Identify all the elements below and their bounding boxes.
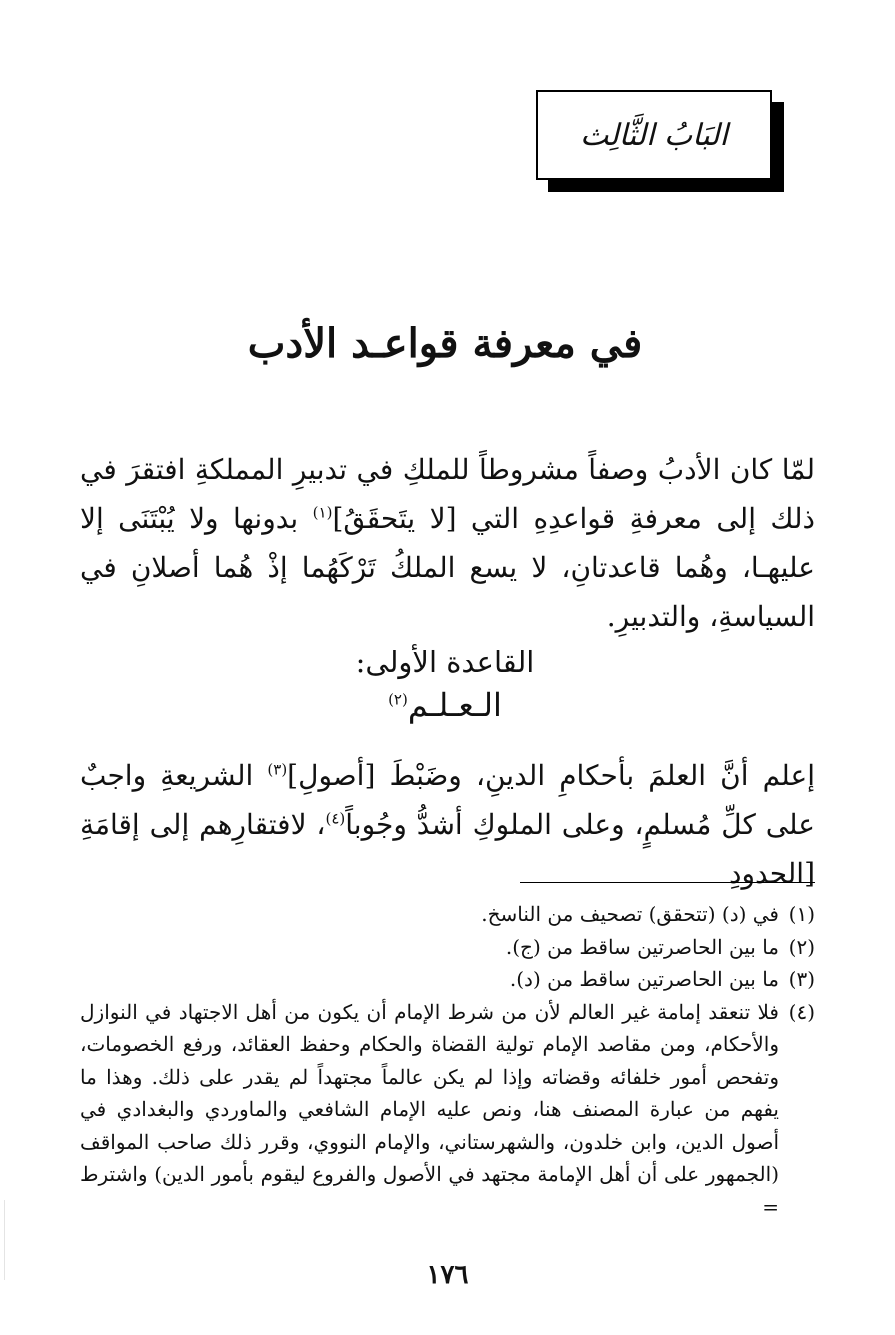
footnote-number: (٤) — [788, 999, 815, 1024]
rule-subheading-text: الـعـلـم — [407, 686, 502, 724]
footnote-ref-1: (١) — [312, 503, 333, 522]
footnote-item — [80, 996, 815, 1224]
footnote-number: (١) — [788, 902, 815, 926]
footnote-item — [80, 963, 815, 996]
footnote-item — [80, 931, 815, 964]
knowledge-text-part1: إعلم أنَّ العلمَ بأحكامِ الدينِ، وضَبْطَ [أصولِ] — [287, 759, 815, 792]
intro-text-part1: لمّا كان الأدبُ وصفاً مشروطاً للملكِ في تدبيرِ المملكةِ افتقرَ في ذلك إلى معرفةِ قواعدِهِ التي [لا يتَحقَقُ] — [80, 453, 816, 535]
footnote-text: فلا تنعقد إمامة غير العالم لأن من شرط الإمام أن يكون من أهل الاجتهاد في النوازل والأحكام، ومن مقاصد الإمام تولية القضاة والحكام وحفظ العقائد، ورفع الخصومات، وتفحص أمور خلفائه وقضاته وإذا لم يكن عالماً مجتهداً لم يقدر على ذلك. وهذا ما يفهم من عبارة المصنف هنا، ونص عليه الإمام الشافعي والماوردي والبغدادي في أصول الدين، وابن خلدون، والشهرستاني، والإمام النووي، وقرر ذلك صاحب المواقف (الجمهور على أن أهل الإمامة مجتهد في الأصول والفروع ليقوم بأمور الدين) واشترط = — [80, 999, 779, 1219]
footnote-ref-3: (٣) — [267, 760, 288, 779]
footnote-ref-4: (٤) — [325, 809, 346, 828]
page-number: ١٧٦ — [426, 1260, 469, 1290]
rule-subheading — [150, 686, 740, 724]
footnote-number: (٣) — [788, 967, 815, 991]
footnote-separator — [520, 882, 815, 883]
footnote-text: ما بين الحاصرتين ساقط من (ج). — [505, 934, 779, 959]
section-title: في معرفة قواعـد الأدب — [247, 320, 643, 367]
footnote-text: في (د) (تتحقق) تصحيف من الناسخ. — [481, 902, 779, 926]
scan-edge-mark — [4, 1200, 5, 1280]
footnote-number: (٢) — [788, 934, 815, 959]
footnotes-section — [80, 898, 815, 1223]
intro-paragraph — [80, 445, 815, 641]
chapter-title: البَابُ الثَّالِث — [580, 117, 728, 153]
rule-heading: القاعدة الأولى: — [355, 645, 535, 679]
footnote-ref-2: (٢) — [388, 690, 408, 709]
intro-text-part2: بدونها ولا يُبْتَنَى إلا عليهـا، وهُما قاعدتانِ، لا يسع الملكُ تَرْكَهُما إذْ هُما أصلانِ في السياسةِ، والتدبيرِ. — [80, 502, 815, 633]
knowledge-text-part3: ، لافتقارِهم إلى إقامَةِ [الحدودِ — [80, 808, 815, 890]
knowledge-paragraph — [80, 751, 815, 898]
knowledge-text-part2: الشريعةِ واجبٌ على كلِّ مُسلمٍ، وعلى الملوكِ أشدُّ وجُوباً — [80, 759, 816, 841]
footnote-text: ما بين الحاصرتين ساقط من (د). — [509, 967, 779, 991]
chapter-box — [536, 90, 772, 180]
footnote-item — [80, 898, 815, 931]
